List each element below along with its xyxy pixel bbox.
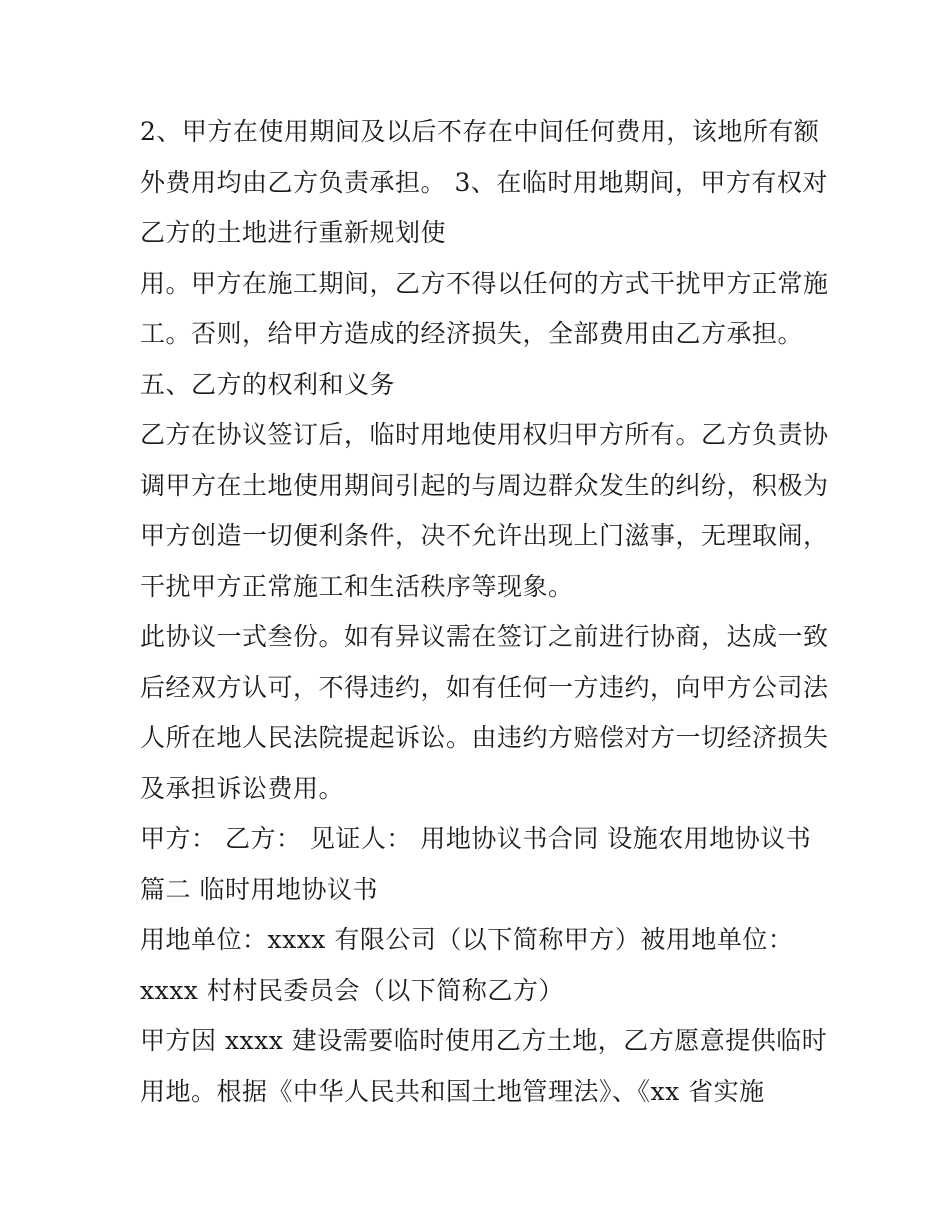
document-body bbox=[140, 107, 830, 1117]
text-line: 乙方的土地进行重新规划使 bbox=[140, 218, 447, 247]
text-line: 及承担诉讼费用。 bbox=[140, 773, 345, 803]
text-line: xxxx 村村民委员会（以下简称乙方） bbox=[140, 975, 564, 1005]
text-line: 工。否则，给甲方造成的经济损失，全部费用由乙方承担。 bbox=[140, 319, 804, 348]
text-line: 2、甲方在使用期间及以后不存在中间任何费用，该地所有额 bbox=[140, 117, 820, 146]
text-line: 外费用均由乙方负责承担。 3、在临时用地期间，甲方有权对 bbox=[140, 167, 828, 197]
section-heading: 五、乙方的权利和义务 bbox=[140, 369, 396, 399]
text-line: 此协议一式叁份。如有异议需在签订之前进行协商，达成一致 bbox=[140, 622, 829, 651]
text-line: 用地。根据《中华人民共和国土地管理法》、《xx 省实施 bbox=[140, 1076, 765, 1106]
section-heading: 篇二 临时用地协议书 bbox=[140, 874, 378, 904]
text-line: 干扰甲方正常施工和生活秩序等现象。 bbox=[140, 571, 574, 601]
text-line: 甲方创造一切便利条件，决不允许出现上门滋事，无理取闹， bbox=[140, 521, 829, 550]
text-line: 甲方因 xxxx 建设需要临时使用乙方土地，乙方愿意提供临时 bbox=[140, 1026, 828, 1055]
text-line: 后经双方认可，不得违约，如有任何一方违约，向甲方公司法 bbox=[140, 672, 829, 702]
text-line: 调甲方在土地使用期间引起的与周边群众发生的纠纷，积极为 bbox=[140, 470, 829, 500]
text-line: 用。甲方在施工期间，乙方不得以任何的方式干扰甲方正常施 bbox=[140, 268, 829, 298]
text-line: 用地单位：xxxx 有限公司（以下简称甲方）被用地单位： bbox=[140, 925, 794, 954]
signature-line: 甲方： 乙方： 见证人： 用地协议书合同 设施农用地协议书 bbox=[140, 824, 812, 853]
text-line: 人所在地人民法院提起诉讼。由违约方赔偿对方一切经济损失 bbox=[140, 723, 829, 752]
text-line: 乙方在协议签订后，临时用地使用权归甲方所有。乙方负责协 bbox=[140, 420, 829, 449]
